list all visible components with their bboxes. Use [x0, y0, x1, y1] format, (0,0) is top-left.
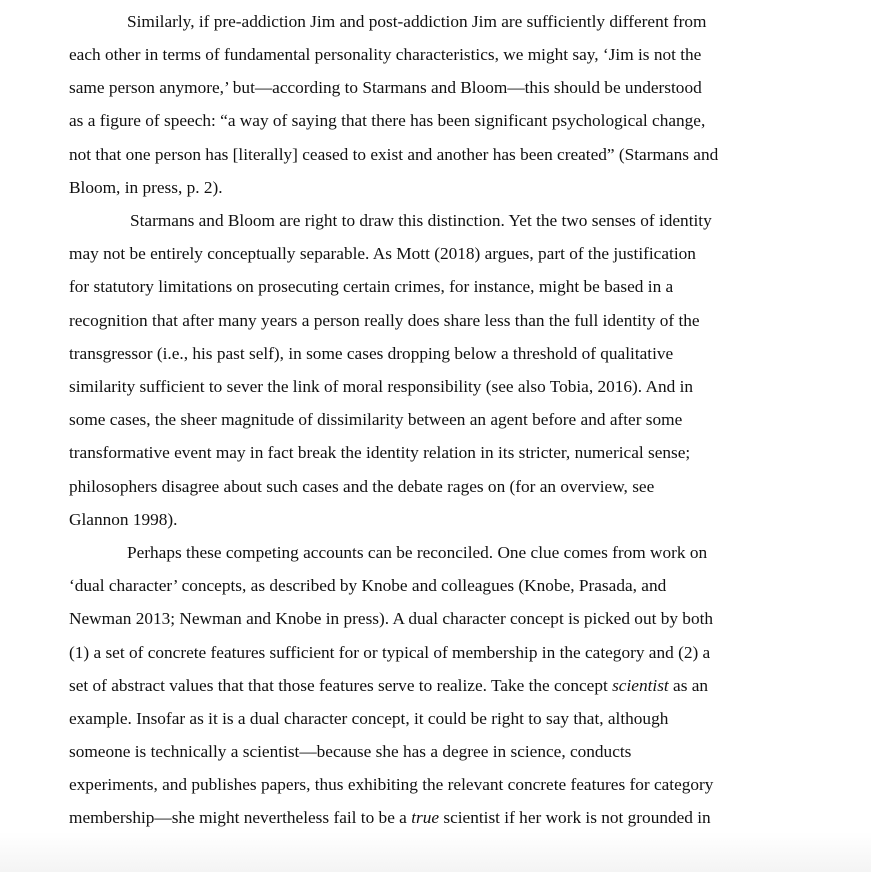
italic-term: true — [411, 808, 440, 827]
text-line: transformative event may in fact break the identity relation in its stricter, numerical sense; — [69, 443, 691, 462]
text-line: example. Insofar as it is a dual character concept, it could be right to say that, although — [69, 709, 669, 728]
text-line: Newman 2013; Newman and Knobe in press). A dual character concept is picked out by both — [69, 609, 714, 628]
text-segment: set of abstract values that that those features serve to realize. Take the concept — [69, 676, 613, 695]
text-segment: as an — [668, 676, 709, 695]
text-line: not that one person has [literally] ceased to exist and another has been created” (Starmans and — [69, 145, 719, 164]
text-line — [69, 808, 711, 828]
text-line — [69, 676, 708, 696]
text-line: same person anymore,’ but—according to Starmans and Bloom—this should be understood — [69, 78, 702, 97]
text-line: philosophers disagree about such cases and the debate rages on (for an overview, see — [69, 477, 655, 496]
text-line: ‘dual character’ concepts, as described by Knobe and colleagues (Knobe, Prasada, and — [69, 576, 667, 595]
bottom-shadow — [0, 832, 871, 872]
text-line: each other in terms of fundamental personality characteristics, we might say, ‘Jim is not the — [69, 45, 702, 64]
text-segment: scientist if her work is not grounded in — [439, 808, 711, 827]
text-segment: membership—she might nevertheless fail to be a — [69, 808, 412, 827]
text-line: someone is technically a scientist—because she has a degree in science, conducts — [69, 742, 632, 761]
text-line: some cases, the sheer magnitude of dissimilarity between an agent before and after some — [69, 410, 683, 429]
text-line: Perhaps these competing accounts can be reconciled. One clue comes from work on — [127, 543, 708, 562]
text-line: for statutory limitations on prosecuting certain crimes, for instance, might be based in a — [69, 277, 674, 296]
text-line: recognition that after many years a person really does share less than the full identity of the — [69, 311, 700, 330]
text-line: experiments, and publishes papers, thus exhibiting the relevant concrete features for category — [69, 775, 714, 794]
text-line: transgressor (i.e., his past self), in some cases dropping below a threshold of qualitative — [69, 344, 674, 363]
text-line: may not be entirely conceptually separable. As Mott (2018) argues, part of the justification — [69, 244, 696, 263]
text-line: similarity sufficient to sever the link of moral responsibility (see also Tobia, 2016). And in — [69, 377, 694, 396]
text-line: Similarly, if pre-addiction Jim and post-addiction Jim are sufficiently different from — [127, 12, 707, 31]
text-line: Bloom, in press, p. 2). — [69, 178, 223, 197]
text-line: Starmans and Bloom are right to draw this distinction. Yet the two senses of identity — [130, 211, 712, 230]
text-line: Glannon 1998). — [69, 510, 178, 529]
text-line: as a figure of speech: “a way of saying that there has been significant psychological change, — [69, 111, 706, 130]
text-line: (1) a set of concrete features sufficient for or typical of membership in the category and (2) a — [69, 643, 711, 662]
italic-term: scientist — [612, 676, 669, 695]
